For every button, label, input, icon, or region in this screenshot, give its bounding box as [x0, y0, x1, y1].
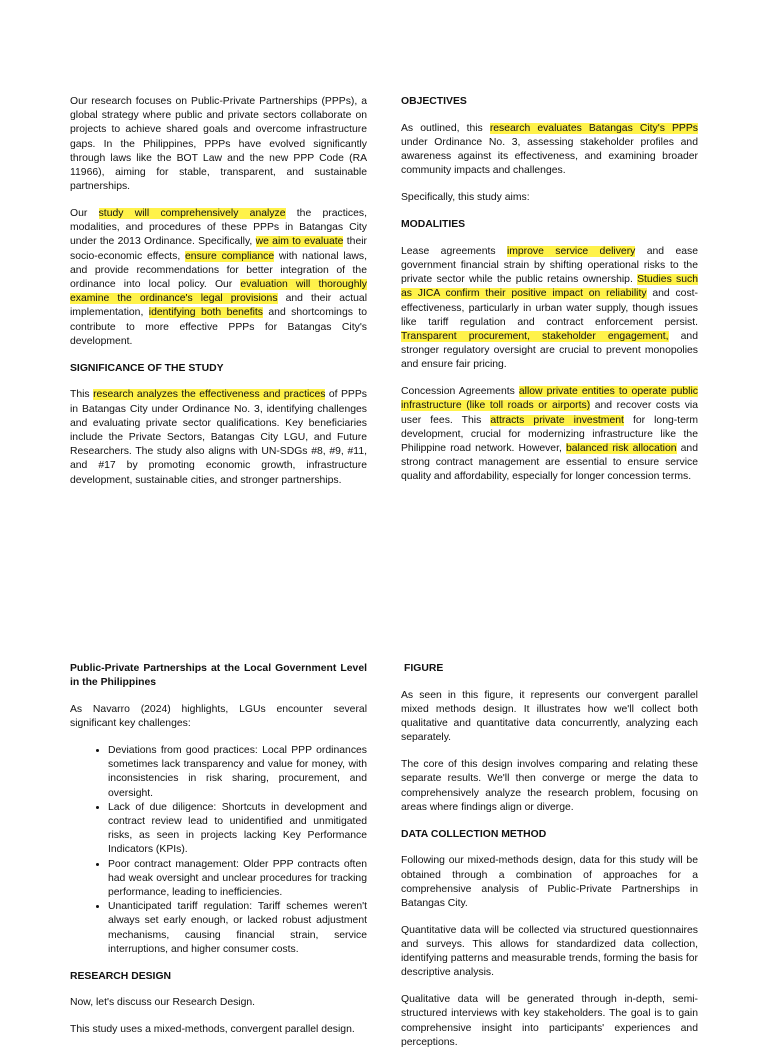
figure-heading: FIGURE [404, 663, 444, 674]
highlight: allow private entities to operate public infrastructure (like toll roads or airports) [401, 386, 698, 412]
text-run: for long-term development, crucial for modernizing infrastructure like the Philippine road network. However, [401, 414, 699, 455]
text-run: As outlined, this [401, 122, 490, 134]
list-item: • Deviations from good practices: Local PPP ordinances sometimes lack transparency and value for money, with inconsistencies in risk sharing, procurement, and oversight. [108, 744, 367, 801]
data-collection-heading: DATA COLLECTION METHOD [401, 828, 547, 840]
text-run: and cost-effectiveness, particularly in urban water supply, though issues like tariff regulation and contract enforcement persist. [401, 288, 698, 328]
highlight: research evaluates Batangas City's PPPs [489, 122, 698, 134]
navarro-paragraph: As Navarro (2024) highlights, LGUs encounter several significant key challenges: [70, 704, 367, 730]
design-paragraph: This study uses a mixed-methods, convergent parallel design. [70, 1024, 355, 1036]
text-run: of PPPs in Batangas City under Ordinance No. 3, identifying challenges and evaluating private sector qualifications. Key beneficiaries include the Private Sectors, Batangas City LGU, and Future Researchers. The study also aligns with UN-SDGs #8, #9, #11, and #17 by promoting economic growth, infrastructure development, sustainable cities, and stronger partnerships. [70, 389, 367, 486]
text-run: under Ordinance No. 3, assessing stakeholder profiles and awareness against its effectiveness, and examining broader community impacts and challenges. [401, 137, 698, 177]
objectives-heading: OBJECTIVES [401, 96, 467, 107]
highlight: balanced risk allocation [566, 443, 677, 455]
aims-paragraph: Specifically, this study aims: [401, 192, 530, 204]
highlight: improve service delivery [506, 245, 636, 257]
highlight: study will comprehensively analyze [98, 208, 286, 220]
text-run: and shortcomings to contribute to more effective PPPs for Batangas City's development. [70, 307, 367, 347]
page1-right-column [401, 95, 698, 497]
modalities-heading: MODALITIES [401, 219, 466, 230]
page2-right-column [401, 662, 698, 1063]
study-paragraph [70, 207, 367, 349]
text-run: and strong contract management are essential to ensure service quality and affordability, especially for longer concession terms. [401, 443, 698, 483]
text-run: and stronger regulatory oversight are crucial to prevent monopolies and ensure fair pricing. [401, 331, 698, 371]
highlight: ensure compliance [185, 250, 275, 262]
highlight: identifying both benefits [148, 307, 263, 319]
list-item: • Poor contract management: Older PPP contracts often had weak oversight and unclear procedures for tracking performance, leading to inefficiencies. [108, 858, 367, 901]
research-design-heading: RESEARCH DESIGN [70, 970, 172, 982]
highlight: attracts private investment [490, 414, 624, 426]
significance-heading: SIGNIFICANCE OF THE STUDY [70, 362, 224, 374]
highlight: Studies such as JICA confirm their positive impact on reliability [401, 274, 698, 300]
quantitative-paragraph: Quantitative data will be collected via structured questionnaires and surveys. This allows for standardized data collection, identifying patterns and measurable trends, forming the basis for descriptive analysis. [401, 924, 698, 979]
highlight: Transparent procurement, stakeholder engagement, [401, 331, 669, 343]
lgu-heading: Public-Private Partnerships at the Local Government Level in the Philippines [70, 663, 367, 689]
core-paragraph: The core of this design involves comparing and relating these separate results. We'll then converge or merge the data to comprehensively analyze the research problem, focusing on areas where findings align or diverge. [401, 759, 698, 813]
concession-paragraph [401, 385, 698, 484]
collection-paragraph: Following our mixed-methods design, data for this study will be obtained through a combination of approaches for a comprehensive analysis of Public-Private Partnerships in Batangas City. [401, 855, 698, 910]
objectives-paragraph [401, 122, 698, 179]
highlight: evaluation will thoroughly examine the ordinance's legal provisions [70, 279, 367, 305]
figure-paragraph: As seen in this figure, it represents our convergent parallel mixed methods design. It illustrates how we'll collect both qualitative and quantitative data concurrently, analyzing each separately. [401, 689, 698, 744]
text-run: Lease agreements [401, 245, 507, 257]
highlight: we aim to evaluate [255, 236, 344, 248]
challenges-list [70, 744, 367, 957]
text-run: their socio-economic effects, [70, 236, 367, 262]
text-run: This [70, 389, 94, 401]
text-run: and their actual implementation, [70, 293, 367, 319]
list-item: • Lack of due diligence: Shortcuts in development and contract review lead to unidentified and unmitigated risks, as seen in projects lacking Key Performance Indicators (KPIs). [108, 801, 367, 858]
text-run: Concession Agreements [401, 386, 519, 398]
text-run: Our [70, 208, 99, 220]
text-run: the practices, modalities, and procedures of these PPPs in Batangas City under the 2013 Ordinance. Specifically, [70, 208, 367, 248]
highlight: research analyzes the effectiveness and practices [93, 389, 326, 401]
text-run: and recover costs via user fees. This [401, 400, 698, 426]
text-run: with national laws, and provide recommendations for better integration of the ordinance into local policy. Our [70, 250, 367, 291]
significance-paragraph [70, 388, 367, 487]
design-intro-paragraph: Now, let's discuss our Research Design. [70, 997, 256, 1009]
page1-left-column [70, 95, 367, 500]
list-item: • Unanticipated tariff regulation: Tariff schemes weren't always set early enough, or lacked robust adjustment mechanisms, causing financial strain, service interruptions, and higher consumer costs. [108, 900, 367, 957]
page2-left-column [70, 662, 367, 1050]
lease-paragraph [401, 245, 698, 373]
text-run: and ease government financial strain by shifting operational risks to the private sector while the public retains ownership. [401, 245, 698, 286]
intro-paragraph: Our research focuses on Public-Private Partnerships (PPPs), a global strategy where public and private sectors collaborate on projects to achieve shared goals and overcome infrastructure gaps. In the Philippines, PPPs have evolved significantly through laws like the BOT Law and the new PPP Code (RA 11966), aiming for stable, transparent, and sustainable partnerships. [70, 96, 367, 193]
qualitative-paragraph: Qualitative data will be generated through in-depth, semi-structured interviews with key stakeholders. The goal is to gain comprehensive insight into participants' experiences and perceptions. [401, 994, 698, 1048]
